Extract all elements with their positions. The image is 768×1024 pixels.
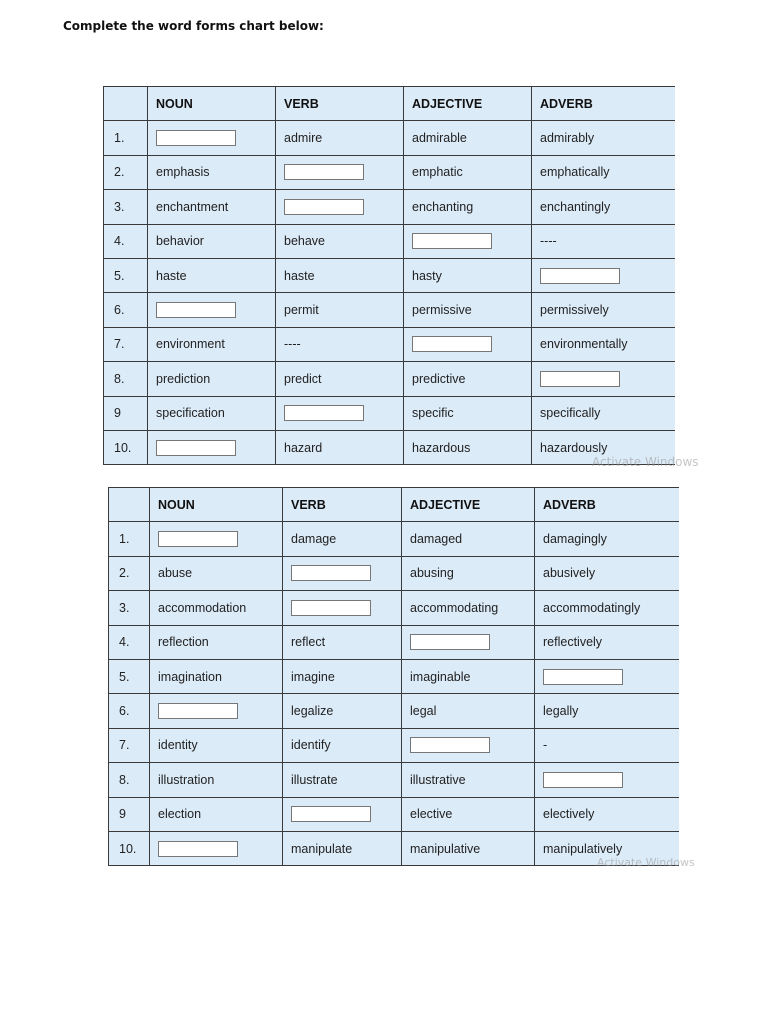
header-row — [104, 87, 675, 121]
adjective-cell: damaged — [402, 522, 535, 556]
verb-cell: reflect — [283, 625, 402, 659]
noun-header: NOUN — [150, 488, 283, 522]
row-number: 8. — [104, 362, 148, 396]
adjective-cell: imaginable — [402, 659, 535, 693]
noun-cell — [148, 121, 276, 155]
table-row — [109, 831, 679, 865]
noun-cell: illustration — [150, 763, 283, 797]
adverb-cell: damagingly — [535, 522, 679, 556]
adjective-cell — [402, 625, 535, 659]
row-number: 6. — [104, 293, 148, 327]
table-row — [104, 258, 675, 292]
adjective-cell: elective — [402, 797, 535, 831]
adjective-answer-blank[interactable] — [412, 336, 492, 352]
word-forms-table-2 — [108, 487, 679, 866]
noun-cell — [148, 430, 276, 464]
noun-cell: accommodation — [150, 591, 283, 625]
table-row — [109, 556, 679, 590]
verb-cell: ---- — [276, 327, 404, 361]
worksheet-instruction: Complete the word forms chart below: — [63, 19, 324, 33]
row-number: 3. — [104, 190, 148, 224]
verb-cell: damage — [283, 522, 402, 556]
verb-cell: admire — [276, 121, 404, 155]
noun-cell: abuse — [150, 556, 283, 590]
noun-cell: imagination — [150, 659, 283, 693]
adverb-cell: emphatically — [532, 155, 675, 189]
verb-header: VERB — [276, 87, 404, 121]
activation-watermark: Activate Windows — [592, 455, 699, 469]
noun-cell — [150, 694, 283, 728]
verb-cell — [283, 797, 402, 831]
adverb-cell: accommodatingly — [535, 591, 679, 625]
verb-cell: hazard — [276, 430, 404, 464]
noun-answer-blank[interactable] — [158, 703, 238, 719]
row-number: 3. — [109, 591, 150, 625]
adjective-cell: specific — [404, 396, 532, 430]
adverb-cell: legally — [535, 694, 679, 728]
verb-cell: haste — [276, 258, 404, 292]
verb-answer-blank[interactable] — [284, 199, 364, 215]
table-row — [104, 224, 675, 258]
row-number: 8. — [109, 763, 150, 797]
table-row — [104, 190, 675, 224]
row-number: 10. — [109, 831, 150, 865]
row-number: 5. — [109, 659, 150, 693]
adjective-cell: admirable — [404, 121, 532, 155]
adverb-answer-blank[interactable] — [543, 669, 623, 685]
table-row — [104, 155, 675, 189]
row-number: 5. — [104, 258, 148, 292]
number-header — [104, 87, 148, 121]
adverb-cell: admirably — [532, 121, 675, 155]
adverb-cell: - — [535, 728, 679, 762]
table-row — [109, 694, 679, 728]
adverb-answer-blank[interactable] — [540, 268, 620, 284]
noun-cell: emphasis — [148, 155, 276, 189]
verb-answer-blank[interactable] — [291, 565, 371, 581]
table-row — [104, 327, 675, 361]
noun-cell: election — [150, 797, 283, 831]
adjective-cell — [404, 327, 532, 361]
row-number: 2. — [104, 155, 148, 189]
table-row — [109, 728, 679, 762]
noun-cell — [150, 522, 283, 556]
row-number: 4. — [104, 224, 148, 258]
adverb-cell: ---- — [532, 224, 675, 258]
verb-cell — [276, 155, 404, 189]
verb-header: VERB — [283, 488, 402, 522]
noun-cell — [148, 293, 276, 327]
verb-cell — [283, 591, 402, 625]
verb-cell: identify — [283, 728, 402, 762]
adjective-answer-blank[interactable] — [410, 634, 490, 650]
row-number: 2. — [109, 556, 150, 590]
activation-watermark: Activate Windows — [597, 856, 695, 869]
table-row — [109, 659, 679, 693]
verb-answer-blank[interactable] — [291, 806, 371, 822]
adjective-cell: accommodating — [402, 591, 535, 625]
adverb-cell: electively — [535, 797, 679, 831]
adverb-cell: abusively — [535, 556, 679, 590]
noun-cell — [150, 831, 283, 865]
adjective-cell: emphatic — [404, 155, 532, 189]
row-number: 6. — [109, 694, 150, 728]
noun-answer-blank[interactable] — [158, 841, 238, 857]
adverb-cell: hazardously — [532, 430, 675, 464]
row-number: 1. — [104, 121, 148, 155]
verb-answer-blank[interactable] — [291, 600, 371, 616]
verb-cell — [276, 396, 404, 430]
table-row — [109, 522, 679, 556]
verb-cell: permit — [276, 293, 404, 327]
noun-cell: environment — [148, 327, 276, 361]
noun-cell: haste — [148, 258, 276, 292]
adjective-answer-blank[interactable] — [410, 737, 490, 753]
noun-answer-blank[interactable] — [156, 440, 236, 456]
adjective-cell: enchanting — [404, 190, 532, 224]
header-row — [109, 488, 679, 522]
adverb-answer-blank[interactable] — [543, 772, 623, 788]
adjective-cell: hasty — [404, 258, 532, 292]
noun-header: NOUN — [148, 87, 276, 121]
row-number: 4. — [109, 625, 150, 659]
adverb-cell — [532, 258, 675, 292]
adjective-cell — [404, 224, 532, 258]
noun-answer-blank[interactable] — [156, 302, 236, 318]
adjective-cell: legal — [402, 694, 535, 728]
table-row — [104, 121, 675, 155]
adverb-cell: manipulatively — [535, 831, 679, 865]
adverb-cell: specifically — [532, 396, 675, 430]
table-row — [104, 396, 675, 430]
noun-cell: prediction — [148, 362, 276, 396]
adjective-cell: abusing — [402, 556, 535, 590]
adjective-cell: permissive — [404, 293, 532, 327]
verb-answer-blank[interactable] — [284, 164, 364, 180]
adverb-cell — [532, 362, 675, 396]
adverb-cell: permissively — [532, 293, 675, 327]
noun-answer-blank[interactable] — [158, 531, 238, 547]
adverb-cell — [535, 659, 679, 693]
verb-cell — [276, 190, 404, 224]
noun-answer-blank[interactable] — [156, 130, 236, 146]
verb-cell: behave — [276, 224, 404, 258]
adjective-header: ADJECTIVE — [402, 488, 535, 522]
table-row — [109, 763, 679, 797]
adverb-cell — [535, 763, 679, 797]
row-number: 9 — [104, 396, 148, 430]
adjective-cell: hazardous — [404, 430, 532, 464]
adverb-cell: environmentally — [532, 327, 675, 361]
noun-cell: reflection — [150, 625, 283, 659]
verb-cell: legalize — [283, 694, 402, 728]
adjective-answer-blank[interactable] — [412, 233, 492, 249]
table-row — [104, 430, 675, 464]
adverb-header: ADVERB — [535, 488, 679, 522]
row-number: 9 — [109, 797, 150, 831]
number-header — [109, 488, 150, 522]
verb-cell — [283, 556, 402, 590]
adjective-header: ADJECTIVE — [404, 87, 532, 121]
adverb-answer-blank[interactable] — [540, 371, 620, 387]
noun-cell: behavior — [148, 224, 276, 258]
adjective-cell — [402, 728, 535, 762]
row-number: 7. — [104, 327, 148, 361]
table-row — [109, 591, 679, 625]
table-row — [104, 293, 675, 327]
verb-answer-blank[interactable] — [284, 405, 364, 421]
adverb-cell: enchantingly — [532, 190, 675, 224]
verb-cell: illustrate — [283, 763, 402, 797]
table-row — [109, 625, 679, 659]
verb-cell: manipulate — [283, 831, 402, 865]
adjective-cell: predictive — [404, 362, 532, 396]
verb-cell: imagine — [283, 659, 402, 693]
verb-cell: predict — [276, 362, 404, 396]
adverb-cell: reflectively — [535, 625, 679, 659]
row-number: 7. — [109, 728, 150, 762]
noun-cell: enchantment — [148, 190, 276, 224]
adverb-header: ADVERB — [532, 87, 675, 121]
row-number: 10. — [104, 430, 148, 464]
noun-cell: identity — [150, 728, 283, 762]
row-number: 1. — [109, 522, 150, 556]
table-row — [104, 362, 675, 396]
table-row — [109, 797, 679, 831]
noun-cell: specification — [148, 396, 276, 430]
adjective-cell: illustrative — [402, 763, 535, 797]
word-forms-table-1 — [103, 86, 675, 465]
adjective-cell: manipulative — [402, 831, 535, 865]
